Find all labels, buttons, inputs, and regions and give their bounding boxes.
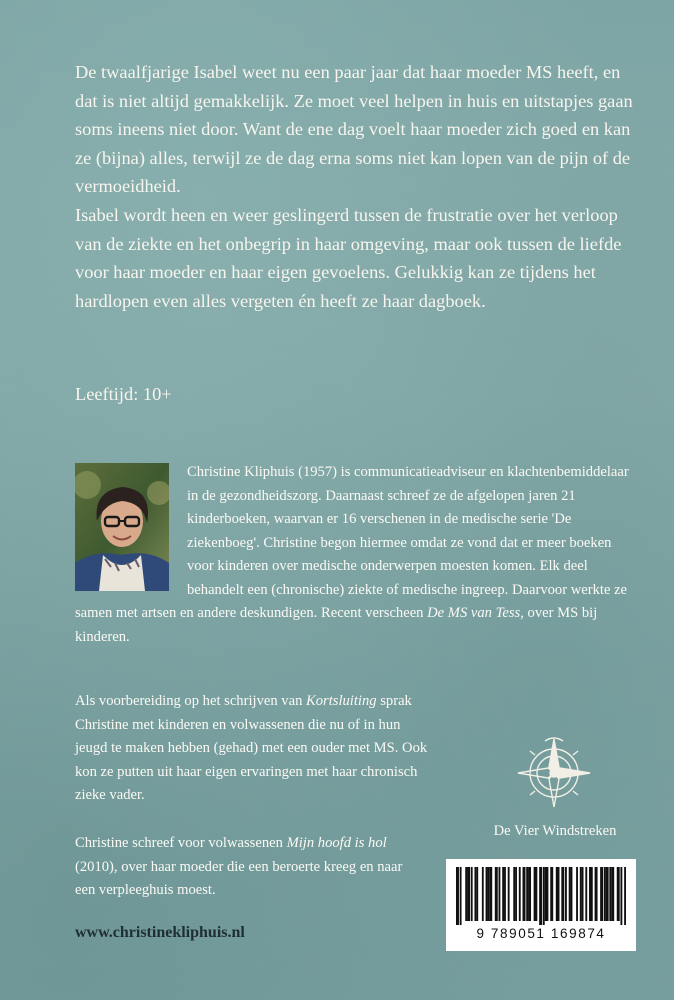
other-books-text-2: (2010), over haar moeder die een beroerte kreeg en naar een verpleeghuis moest. xyxy=(75,858,403,898)
research-text-2: sprak Christine met kinderen en volwassenen die nu of in hun jeugd te maken hebben (gehad) met een ouder met MS. Ook kon ze putten uit haar eigen ervaringen met haar chronisch zieke vader. xyxy=(75,693,428,803)
research-paragraph xyxy=(75,690,435,808)
compass-rose-icon xyxy=(505,733,603,819)
other-book-title: Mijn hoofd is hol xyxy=(286,835,387,851)
other-books-text-1: Christine schreef voor volwassenen xyxy=(75,835,287,851)
back-cover-blurb xyxy=(75,58,635,315)
research-text-1: Als voorbereiding op het schrijven van xyxy=(75,693,307,709)
age-label: Leeftijd: 10+ xyxy=(75,384,172,404)
blurb-paragraph-2: Isabel wordt heen en weer geslingerd tussen de frustratie over het verloop van de ziekte en het onbegrip in haar omgeving, maar ook tussen de liefde voor haar moeder en haar eigen gevoelens. Gelukkig kan ze tijdens het hardlopen even alles vergeten én heeft ze haar dagboek. xyxy=(75,204,622,311)
bio-book-title: De MS van Tess xyxy=(427,605,521,621)
barcode-bars xyxy=(456,867,626,925)
isbn-barcode xyxy=(446,859,636,951)
other-books-paragraph xyxy=(75,832,425,903)
research-book-title: Kortsluiting xyxy=(306,693,377,709)
author-bio xyxy=(75,461,635,649)
bio-text-1: Christine Kliphuis (1957) is communicatieadviseur en klachtenbemiddelaar in de gezondheidszorg. Daarnaast schreef ze de afgelopen jaren 21 kinderboeken, waarvan er 16 verschenen in de medische serie 'De ziekenboeg'. Christine begon hiermee omdat ze vond dat er meer boeken voor kinderen over medische onderwerpen moesten komen. Elk deel behandelt een (chronische) ziekte of medische ingreep. Daarvoor werkte ze samen met artsen en andere deskundigen. Recent verscheen xyxy=(75,464,629,621)
author-website-link[interactable]: www.christinekliphuis.nl xyxy=(75,924,245,941)
bio-text-2: , over MS bij kinderen. xyxy=(75,605,598,645)
blurb-paragraph-1: De twaalfjarige Isabel weet nu een paar jaar dat haar moeder MS heeft, en dat is niet altijd gemakkelijk. Ze moet veel helpen in huis en uitstapjes gaan soms ineens niet door. Want de ene dag voelt haar moeder zich goed en kan ze (bijna) alles, terwijl ze de dag erna soms niet kan lopen van de pijn of de vermoeidheid. xyxy=(75,62,633,197)
publisher-name: De Vier Windstreken xyxy=(493,823,617,839)
publisher-logo xyxy=(505,733,603,819)
isbn-number: 9 789051 169874 xyxy=(476,926,606,941)
